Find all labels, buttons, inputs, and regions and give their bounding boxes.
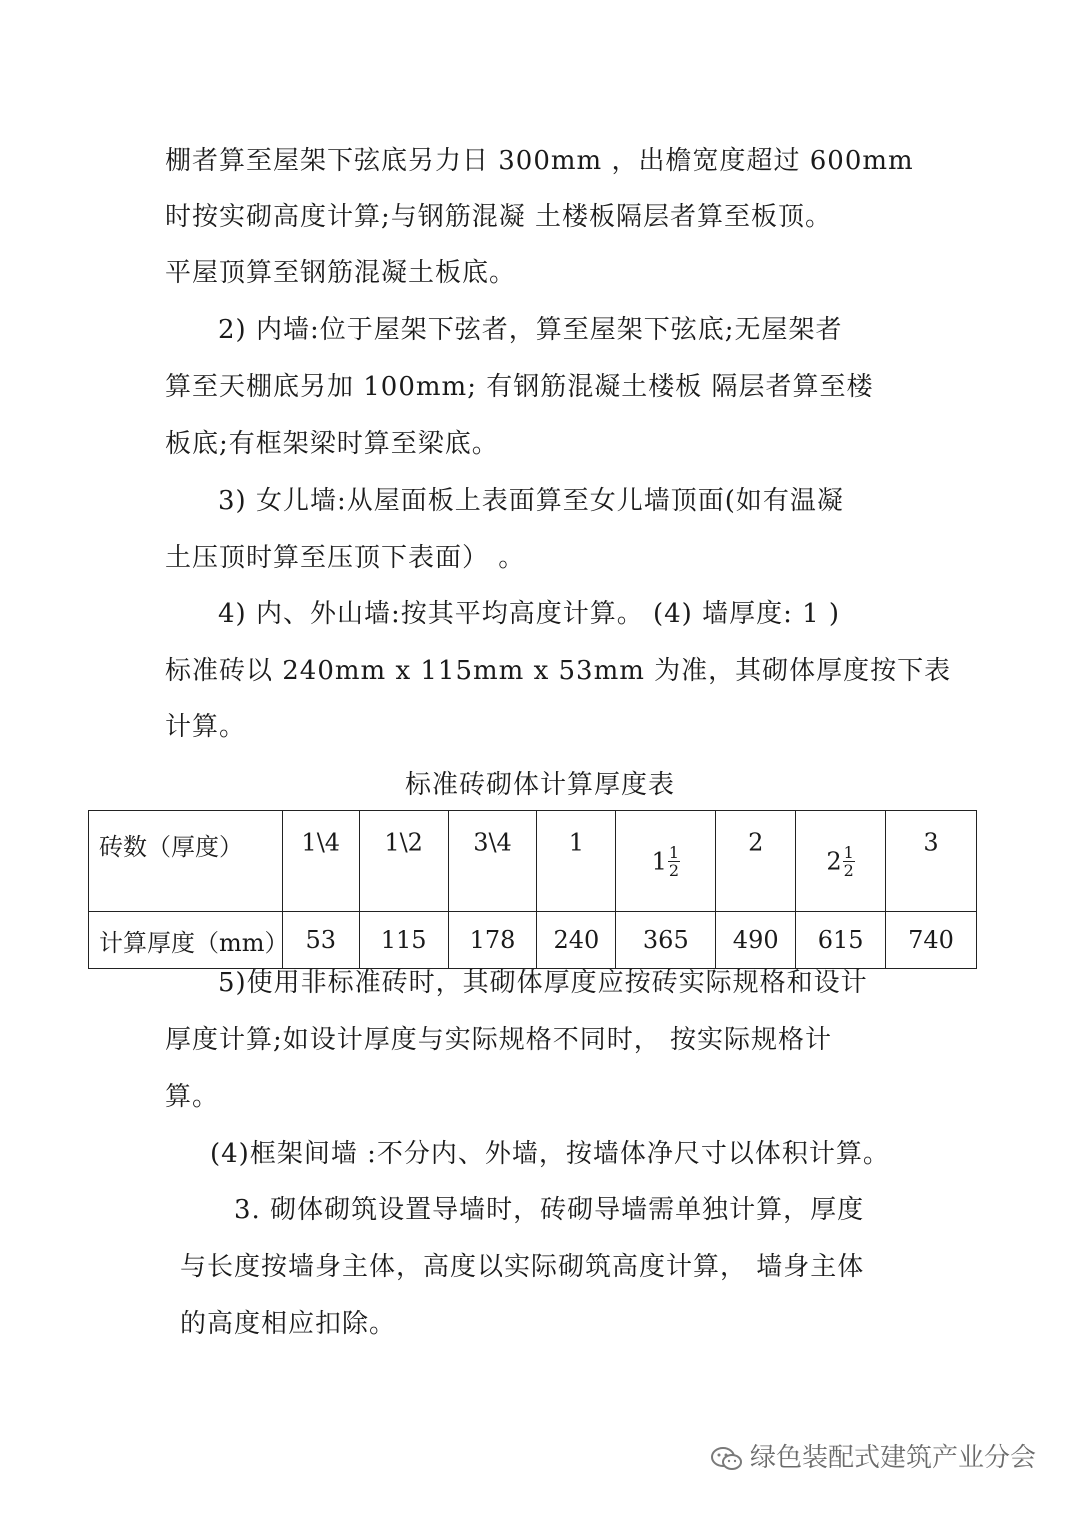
brick-count-value: 1\2 xyxy=(384,828,423,857)
text-line: 算。 xyxy=(165,1082,220,1112)
table-cell-brick-count xyxy=(886,811,977,912)
text-line: 2) 内墙:位于屋架下弦者，算至屋架下弦底;无屋架者 xyxy=(218,315,843,345)
text-line: 与长度按墙身主体，高度以实际砌筑高度计算， 墙身主体 xyxy=(180,1252,865,1282)
table-cell-brick-count xyxy=(796,811,886,912)
text-line: 的高度相应扣除。 xyxy=(180,1309,397,1339)
fraction-denominator: 2 xyxy=(843,860,854,880)
fraction xyxy=(668,844,680,879)
text-line: 计算。 xyxy=(165,712,247,742)
fraction xyxy=(843,844,855,879)
brick-count-value: 2 xyxy=(748,828,764,857)
text-line: 算至天棚底另加 100mm; 有钢筋混凝土楼板 隔层者算至楼 xyxy=(165,372,874,402)
fraction-numerator: 1 xyxy=(843,842,854,862)
brick-count-value: 2 xyxy=(826,847,842,875)
row-header-brick-count: 砖数（厚度） xyxy=(89,811,283,912)
table-cell-thickness: 490 xyxy=(716,912,796,969)
text-line: (4)框架间墙 :不分内、外墙，按墙体净尺寸以体积计算。 xyxy=(210,1139,890,1169)
text-line: 标准砖以 240mm x 115mm x 53mm 为准，其砌体厚度按下表 xyxy=(165,656,952,686)
watermark xyxy=(710,1437,1036,1474)
brick-thickness-table xyxy=(88,810,977,969)
text-line: 4) 内、外山墙:按其平均高度计算。 (4) 墙厚度: 1 ) xyxy=(218,599,841,629)
brick-count-value: 1 xyxy=(568,828,585,857)
table-caption: 标准砖砌体计算厚度表 xyxy=(404,770,675,800)
table-cell-thickness: 53 xyxy=(282,912,359,969)
table-cell-brick-count xyxy=(359,811,448,912)
table-cell-thickness: 740 xyxy=(886,912,977,969)
table-cell-thickness: 178 xyxy=(448,912,537,969)
table-cell-brick-count xyxy=(448,811,537,912)
text-line: 棚者算至屋架下弦底另力日 300mm ，出檐宽度超过 600mm xyxy=(165,146,914,176)
brick-count-value: 1\4 xyxy=(301,828,341,857)
table-cell-brick-count xyxy=(537,811,616,912)
text-line: 3. 砌体砌筑设置导墙时，砖砌导墙需单独计算，厚度 xyxy=(234,1195,865,1225)
text-line: 板底;有框架梁时算至梁底。 xyxy=(165,429,499,459)
table-cell-thickness: 115 xyxy=(359,912,448,969)
fraction-denominator: 2 xyxy=(668,860,680,880)
text-line: 土压顶时算至压顶下表面） 。 xyxy=(165,543,526,573)
table-cell-brick-count xyxy=(616,811,716,912)
row-header-thickness: 计算厚度（mm） xyxy=(89,912,283,969)
table-cell-brick-count xyxy=(716,811,796,912)
table-cell-thickness: 365 xyxy=(616,912,716,969)
brick-count-value: 3 xyxy=(923,828,939,857)
text-line: 3) 女儿墙:从屋面板上表面算至女儿墙顶面(如有温凝 xyxy=(218,486,844,516)
table-row xyxy=(89,912,977,969)
text-line: 时按实砌高度计算;与钢筋混凝 土楼板隔层者算至板顶。 xyxy=(165,202,833,232)
fraction-numerator: 1 xyxy=(668,842,680,862)
table-cell-thickness: 615 xyxy=(796,912,886,969)
brick-count-value: 1 xyxy=(651,847,667,875)
table-row xyxy=(89,811,977,912)
watermark-text: 绿色装配式建筑产业分会 xyxy=(750,1443,1037,1473)
brick-count-value: 3\4 xyxy=(473,828,512,857)
table-cell-brick-count xyxy=(282,811,359,912)
text-line: 平屋顶算至钢筋混凝土板底。 xyxy=(165,258,517,288)
table-cell-thickness: 240 xyxy=(537,912,616,969)
text-line: 5)使用非标准砖时，其砌体厚度应按砖实际规格和设计 xyxy=(218,968,868,998)
wechat-icon xyxy=(710,1446,744,1472)
text-line: 厚度计算;如设计厚度与实际规格不同时， 按实际规格计 xyxy=(165,1025,833,1055)
